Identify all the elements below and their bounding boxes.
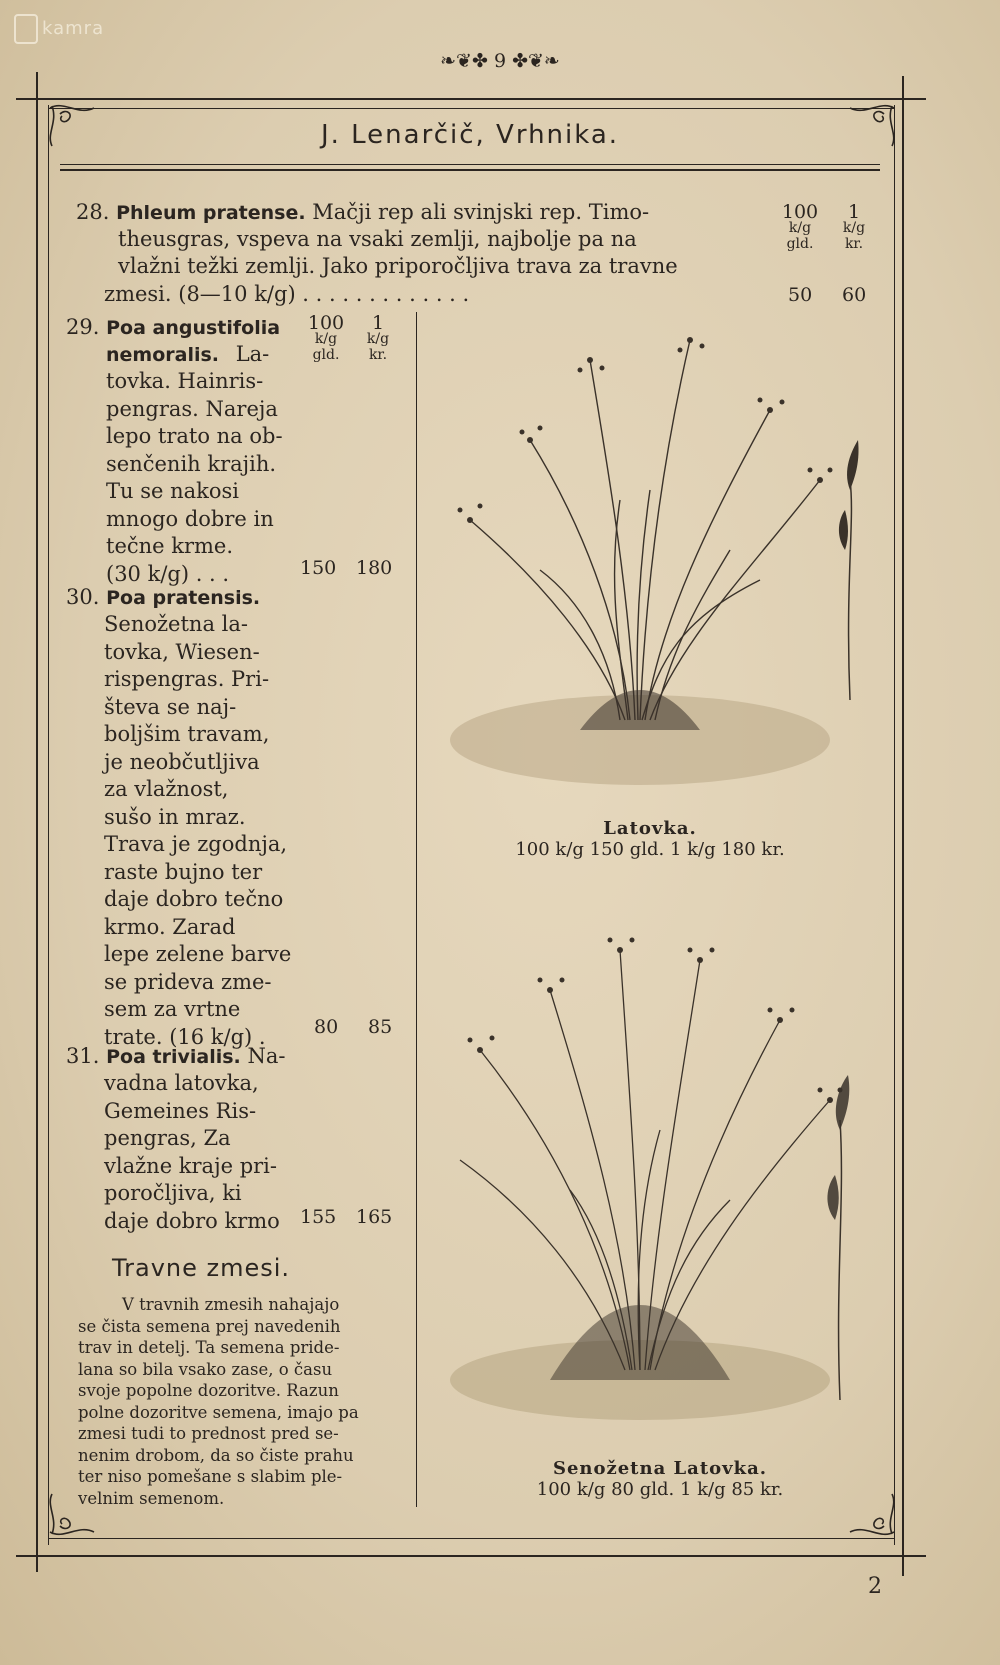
entry-30-line-1 bbox=[66, 584, 260, 613]
entry-28-col2-head: 1 k/g kr. bbox=[842, 201, 866, 252]
frame-bottom-outer bbox=[16, 1555, 926, 1557]
entry-latin-name: Poa trivialis. bbox=[106, 1046, 241, 1068]
entry-28-col1-head: 100 k/g gld. bbox=[781, 201, 819, 252]
page-title: J. Lenarčič, Vrhnika. bbox=[320, 120, 620, 150]
entry-number: 29. bbox=[66, 315, 100, 339]
frame-top-inner bbox=[48, 108, 894, 109]
figure-caption-2 bbox=[470, 1458, 850, 1500]
frame-bottom-inner bbox=[48, 1538, 894, 1539]
entry-30-price-gld: 80 bbox=[314, 1016, 339, 1038]
figure-name: Latovka. bbox=[603, 818, 697, 839]
entry-29-col1-head: 100 k/g gld. bbox=[307, 312, 345, 363]
entry-30-description: Senožetna la- tovka, Wiesen- rispengras. Pri- števa se naj- boljšim travam, je neobčutljiva za vlažnost, sušo in mraz. Trava je zgodnja, raste bujno ter daje dobro tečno krmo. Zarad lepe zelene barve se prideva zme- sem za vrtne trate. (16 k/g) . bbox=[104, 612, 292, 1049]
kamra-logo-icon bbox=[14, 14, 38, 44]
ornament-left-icon: ❧❦✤ bbox=[440, 50, 494, 72]
page-number-bottom: 2 bbox=[868, 1574, 882, 1599]
frame-left-inner bbox=[48, 105, 49, 1545]
watermark-logo bbox=[14, 14, 104, 44]
entry-number: 28. bbox=[76, 200, 110, 224]
entry-30-price-kr: 85 bbox=[368, 1016, 393, 1038]
frame-right-outer bbox=[902, 76, 904, 1576]
grass-illustration-senozetna-latovka bbox=[440, 900, 880, 1440]
entry-31-description: vadna latovka, Gemeines Ris- pengras, Za vlažne kraje pri- poročljiva, ki daje dobro krmo bbox=[104, 1071, 280, 1233]
figure-name: Senožetna Latovka. bbox=[552, 1458, 768, 1479]
entry-latin-name: Poa pratensis. bbox=[106, 587, 261, 609]
entry-28-line-3: vlažni težki zemlji. Jako priporočljiva trava za travne bbox=[118, 254, 678, 278]
entry-29-price-gld: 150 bbox=[300, 557, 337, 579]
entry-latin-name: Phleum pratense. bbox=[116, 202, 306, 224]
section-paragraph: V travnih zmesih nahajajo se čista semena prej navedenih trav in detelj. Ta semena pride- lana so bila vsako zase, o času svoje popolne dozoritve. Razun polne dozoritve semena, imajo pa zmesi tudi to prednost pred se- nenim drobom, da so čiste prahu ter niso pomešane s slabim ple- velnim semenom. bbox=[78, 1295, 359, 1508]
entry-29-line-1 bbox=[66, 314, 280, 343]
entry-number: 30. bbox=[66, 585, 100, 609]
frame-top-outer bbox=[16, 98, 926, 100]
entry-28-price-gld: 50 bbox=[788, 284, 813, 306]
entry-31-line-1: 31. Poa trivialis. Na- bbox=[66, 1044, 286, 1068]
entry-latin-name-cont: nemoralis. bbox=[106, 344, 220, 366]
entry-29-description: tovka. Hainris- pengras. Nareja lepo trato na ob- senčenih krajih. Tu se nakosi mnogo dobre in tečne krme. (30 k/g) . . . bbox=[106, 369, 283, 586]
entry-28-price-kr: 60 bbox=[842, 284, 867, 306]
entry-number: 31. bbox=[66, 1044, 100, 1068]
entry-latin-name: Poa angustifolia bbox=[106, 317, 281, 339]
figure-price: 100 k/g 150 gld. 1 k/g 180 kr. bbox=[515, 839, 785, 860]
header-rule-2 bbox=[60, 169, 880, 171]
frame-right-inner bbox=[894, 105, 895, 1545]
frame-left-outer bbox=[36, 72, 38, 1572]
entry-28-line-1: 28. Phleum pratense. Mačji rep ali svinjski rep. Timo- bbox=[76, 200, 650, 224]
column-divider bbox=[416, 312, 417, 1507]
figure-caption-1 bbox=[470, 818, 830, 860]
entry-28-line-2: theusgras, vspeva na vsaki zemlji, najbolje pa na bbox=[118, 227, 637, 251]
entry-29-price-kr: 180 bbox=[356, 557, 393, 579]
section-title: Travne zmesi. bbox=[112, 1254, 291, 1282]
entry-29-col2-head: 1 k/g kr. bbox=[366, 312, 390, 363]
ornament-right-icon: ✤❦❧ bbox=[506, 50, 560, 72]
watermark-text: kamra bbox=[42, 18, 105, 39]
entry-31-price-gld: 155 bbox=[300, 1206, 337, 1228]
header-rule-1 bbox=[60, 164, 880, 165]
entry-31-price-kr: 165 bbox=[356, 1206, 393, 1228]
page-number-top: ❧❦✤ 9 ✤❦❧ bbox=[440, 50, 560, 72]
entry-29-line-2: nemoralis. La- bbox=[106, 342, 270, 366]
grass-illustration-latovka bbox=[430, 320, 880, 810]
entry-28-line-4: zmesi. (8—10 k/g) . . . . . . . . . . . . . bbox=[104, 282, 470, 306]
figure-price: 100 k/g 80 gld. 1 k/g 85 kr. bbox=[536, 1479, 784, 1500]
